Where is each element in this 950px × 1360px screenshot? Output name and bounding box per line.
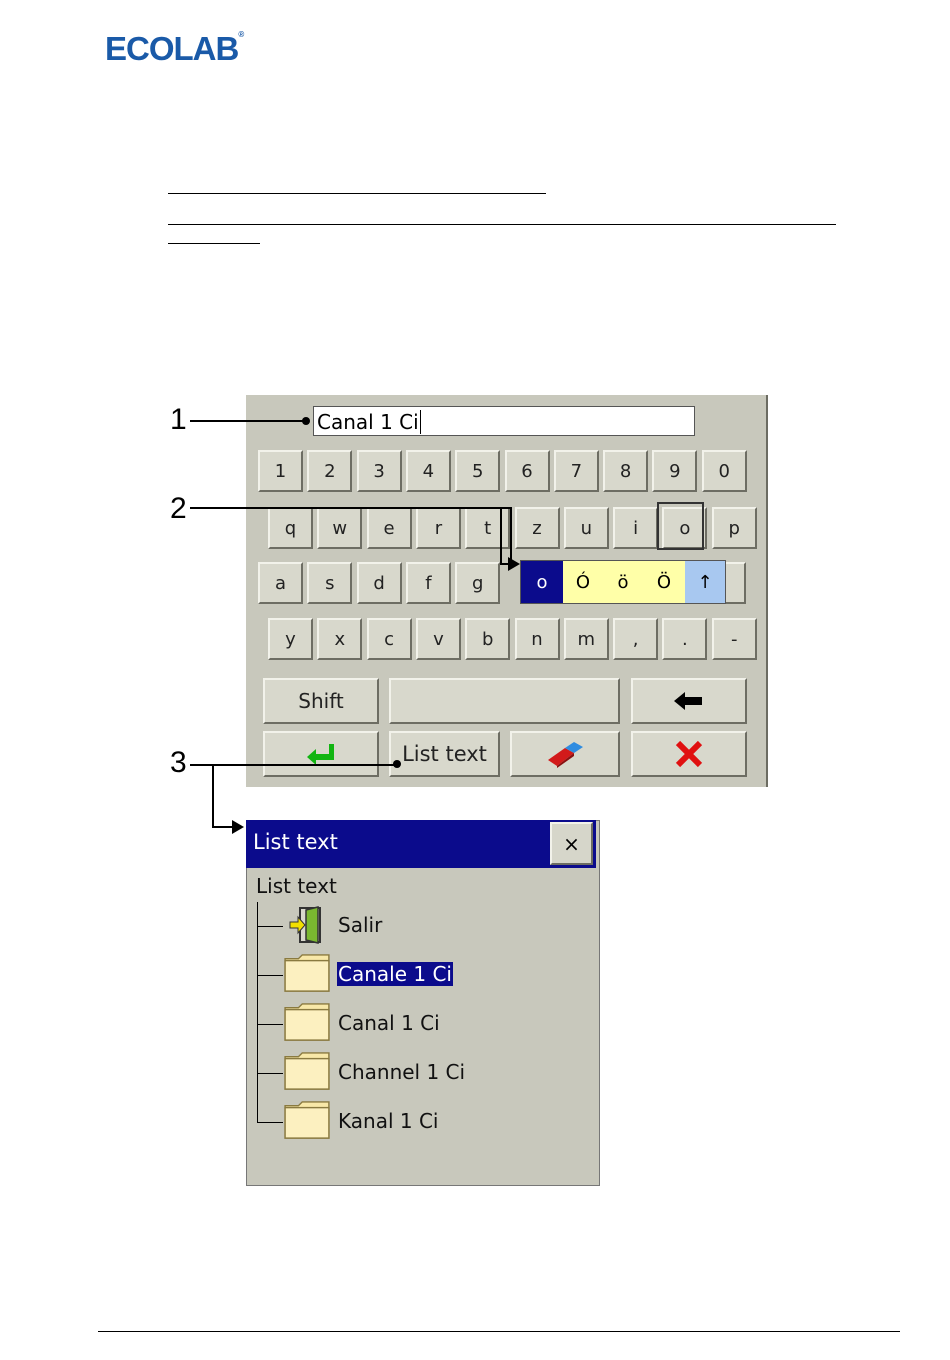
callout-2: 2 <box>170 492 187 525</box>
shift-button[interactable] <box>263 678 379 724</box>
key-label: u <box>580 517 592 539</box>
key-4[interactable] <box>465 618 510 660</box>
callout-3-dot <box>393 760 401 768</box>
key-label: r <box>434 517 443 539</box>
tree-branch <box>257 1122 283 1123</box>
tree-item-label-selected: Canale 1 Ci <box>338 962 452 986</box>
dialog-close-button[interactable] <box>550 822 593 865</box>
key-label: , <box>632 628 639 650</box>
folder-icon <box>282 1100 332 1140</box>
key-7[interactable] <box>613 618 658 660</box>
callout-2-arrowhead <box>508 557 520 571</box>
key-6[interactable] <box>564 507 609 549</box>
text-rule-3 <box>168 243 260 244</box>
enter-icon <box>306 742 336 766</box>
key-2[interactable] <box>367 507 412 549</box>
key-1[interactable] <box>317 507 362 549</box>
key-label: n <box>531 628 543 650</box>
tree-root-label: List text <box>256 874 337 898</box>
tree-item-canal[interactable] <box>282 1002 332 1046</box>
key-label: z <box>532 517 542 539</box>
key-label: c <box>384 628 395 650</box>
enter-button[interactable] <box>263 731 379 777</box>
tree-branch <box>257 1024 283 1025</box>
key-7[interactable] <box>603 450 648 492</box>
dialog-title: List text <box>253 830 338 854</box>
text-input-field[interactable] <box>313 406 695 436</box>
logo-text: ECOLAB <box>105 30 239 67</box>
list-text-button[interactable] <box>389 731 500 777</box>
key-0[interactable] <box>258 562 303 604</box>
key-9[interactable] <box>712 507 757 549</box>
tree-item-channel[interactable] <box>282 1051 332 1095</box>
key-label: y <box>285 628 296 650</box>
ecolab-logo <box>105 30 243 68</box>
key-label: e <box>383 517 395 539</box>
key-9[interactable] <box>712 618 757 660</box>
key-3[interactable] <box>406 562 451 604</box>
key-2[interactable] <box>367 618 412 660</box>
key-1[interactable] <box>317 618 362 660</box>
key-label: . <box>682 628 688 650</box>
key-2[interactable] <box>357 450 402 492</box>
tree-branch <box>257 926 283 927</box>
cancel-x-icon <box>675 740 703 768</box>
key-6[interactable] <box>564 618 609 660</box>
key-focus-frame <box>657 502 704 550</box>
tree-branch <box>257 1073 283 1074</box>
callout-3-drop <box>212 764 214 827</box>
key-label: v <box>433 628 444 650</box>
popup-shift-arrow[interactable]: ↑ <box>685 561 725 603</box>
key-label: 9 <box>669 460 681 482</box>
key-label: w <box>332 517 348 539</box>
key-5[interactable] <box>505 450 550 492</box>
key-0[interactable] <box>268 507 313 549</box>
logo-mark: ® <box>238 30 244 39</box>
key-label: d <box>373 572 385 594</box>
key-4[interactable] <box>465 507 510 549</box>
text-input-value: Canal 1 Ci <box>317 410 419 434</box>
key-label: 4 <box>422 460 435 482</box>
key-0[interactable] <box>268 618 313 660</box>
folder-icon <box>282 953 332 993</box>
key-4[interactable] <box>455 562 500 604</box>
callout-2-drop-a <box>500 507 502 565</box>
key-3[interactable] <box>416 507 461 549</box>
folder-icon <box>282 1002 332 1042</box>
key-1[interactable] <box>307 450 352 492</box>
folder-icon <box>282 1051 332 1091</box>
key-label: - <box>730 628 738 650</box>
cancel-button[interactable] <box>631 731 747 777</box>
key-label: p <box>728 517 740 539</box>
key-label: 0 <box>718 460 730 482</box>
key-label: a <box>274 572 287 594</box>
callout-2-line <box>190 507 512 509</box>
key-label: 8 <box>619 460 632 482</box>
accent-popup <box>520 560 726 604</box>
key-4[interactable] <box>455 450 500 492</box>
key-7[interactable] <box>613 507 658 549</box>
key-3[interactable] <box>416 618 461 660</box>
key-label: o <box>679 517 691 539</box>
key-label: f <box>425 572 432 594</box>
key-9[interactable] <box>702 450 747 492</box>
popup-char[interactable]: Ó <box>575 571 591 593</box>
callout-3: 3 <box>170 746 187 779</box>
eraser-icon <box>545 740 585 768</box>
eraser-button[interactable] <box>510 731 620 777</box>
tree-item-label: Kanal 1 Ci <box>338 1109 439 1133</box>
popup-char[interactable]: ö <box>617 571 629 593</box>
tree-trunk <box>257 902 258 1123</box>
key-5[interactable] <box>515 507 560 549</box>
key-label: x <box>334 628 346 650</box>
shift-label: Shift <box>298 689 344 713</box>
key-label: 3 <box>373 460 385 482</box>
exit-icon <box>288 905 328 945</box>
key-label: s <box>325 572 335 594</box>
popup-char[interactable]: Ö <box>656 571 672 593</box>
space-button[interactable] <box>389 678 620 724</box>
list-text-label: List text <box>402 742 487 766</box>
tree-item-canale[interactable] <box>282 953 332 997</box>
key-label: i <box>633 517 639 539</box>
key-label: t <box>484 517 492 539</box>
key-5[interactable] <box>515 618 560 660</box>
close-icon: × <box>563 831 580 856</box>
tree-item-label: Channel 1 Ci <box>338 1060 466 1084</box>
callout-1: 1 <box>170 403 187 436</box>
footer-rule <box>98 1331 900 1332</box>
key-label: g <box>471 572 484 594</box>
key-3[interactable] <box>406 450 451 492</box>
key-label: 6 <box>521 460 533 482</box>
callout-3-line <box>190 764 398 766</box>
key-label: q <box>284 517 297 539</box>
tree-item-label: Canal 1 Ci <box>338 1011 440 1035</box>
key-label: 5 <box>471 460 484 482</box>
callout-3-arrowhead <box>232 820 244 834</box>
callout-1-dot <box>302 417 310 425</box>
arrow-left-icon <box>674 691 704 711</box>
key-label: 7 <box>570 460 583 482</box>
tree-item-salir[interactable] <box>288 905 334 945</box>
popup-char-selected[interactable]: o <box>521 561 563 603</box>
text-rule-2 <box>168 224 836 225</box>
key-8[interactable] <box>652 450 697 492</box>
backspace-button[interactable] <box>631 678 747 724</box>
key-label: m <box>577 628 596 650</box>
text-cursor <box>420 410 427 434</box>
key-label: 2 <box>324 460 336 482</box>
callout-1-line <box>190 420 306 422</box>
key-label: b <box>481 628 494 650</box>
key-2[interactable] <box>357 562 402 604</box>
tree-item-label: Salir <box>338 913 383 937</box>
key-8[interactable] <box>662 618 707 660</box>
key-1[interactable] <box>307 562 352 604</box>
text-rule-1 <box>168 193 546 194</box>
tree-branch <box>257 975 283 976</box>
key-6[interactable] <box>554 450 599 492</box>
key-0[interactable] <box>258 450 303 492</box>
key-label: 1 <box>274 460 287 482</box>
tree-item-kanal[interactable] <box>282 1100 332 1144</box>
